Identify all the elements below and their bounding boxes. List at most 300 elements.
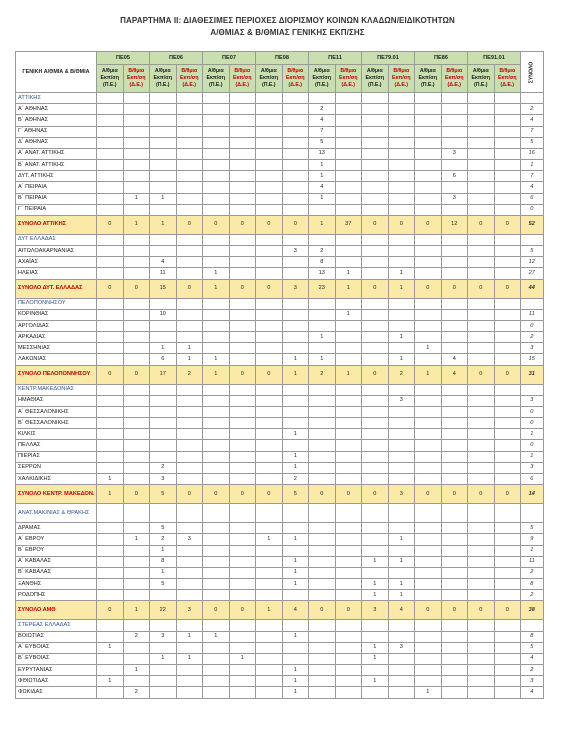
table-cell [362, 451, 389, 462]
table-cell: 13 [309, 268, 336, 279]
table-cell [203, 332, 230, 343]
subcolumn-primary-header: Α/θμια Εκπ/ση (Π.Ε.) [150, 65, 177, 93]
table-cell [203, 193, 230, 204]
table-cell [388, 126, 415, 137]
table-row [16, 354, 544, 365]
table-row [16, 204, 544, 215]
table-cell [468, 298, 495, 309]
table-cell [388, 204, 415, 215]
table-cell [362, 148, 389, 159]
table-cell [123, 332, 150, 343]
table-cell [176, 246, 203, 257]
row-label: Γ΄ ΠΕΙΡΑΙΑ [16, 204, 97, 215]
row-label: Δ΄ ΑΘΗΝΑΣ [16, 137, 97, 148]
table-cell: 0 [229, 279, 256, 298]
table-cell [335, 93, 362, 104]
table-cell [494, 309, 521, 320]
table-cell [229, 579, 256, 590]
table-cell [415, 384, 442, 395]
table-cell [415, 171, 442, 182]
table-cell [415, 556, 442, 567]
table-cell [362, 160, 389, 171]
table-cell: 1 [282, 665, 309, 676]
table-cell [494, 320, 521, 331]
table-cell [150, 642, 177, 653]
subcolumn-secondary-header: Β/θμια Εκπ/ση (Δ.Ε.) [229, 65, 256, 93]
table-cell [494, 246, 521, 257]
table-cell [494, 429, 521, 440]
table-cell [176, 473, 203, 484]
table-cell [362, 418, 389, 429]
table-cell [176, 579, 203, 590]
row-label: Β΄ ΕΒΡΟΥ [16, 545, 97, 556]
table-cell [388, 545, 415, 556]
table-cell [362, 665, 389, 676]
table-cell [468, 579, 495, 590]
table-cell [97, 451, 124, 462]
table-cell: 1 [362, 676, 389, 687]
table-cell [150, 126, 177, 137]
table-cell [150, 384, 177, 395]
table-cell [441, 665, 468, 676]
table-cell [123, 354, 150, 365]
table-cell: 0 [362, 279, 389, 298]
table-cell: 3 [388, 485, 415, 504]
table-cell [494, 332, 521, 343]
table-cell [203, 104, 230, 115]
table-cell [494, 234, 521, 245]
table-cell [335, 473, 362, 484]
table-cell [176, 171, 203, 182]
table-cell: 0 [494, 601, 521, 620]
table-cell [203, 653, 230, 664]
table-cell: 1 [388, 579, 415, 590]
table-cell [309, 687, 336, 698]
table-cell [335, 556, 362, 567]
table-cell [150, 104, 177, 115]
table-cell [150, 395, 177, 406]
table-cell [309, 418, 336, 429]
table-cell [441, 534, 468, 545]
table-cell: 1 [256, 601, 283, 620]
table-cell [309, 665, 336, 676]
table-cell [415, 523, 442, 534]
row-total: 2 [521, 332, 544, 343]
table-cell [229, 631, 256, 642]
region-row [16, 298, 544, 309]
table-cell [150, 137, 177, 148]
table-cell: 1 [309, 171, 336, 182]
table-cell: 3 [150, 473, 177, 484]
table-cell [282, 268, 309, 279]
table-cell [441, 590, 468, 601]
table-cell [256, 193, 283, 204]
table-cell [203, 246, 230, 257]
table-cell [468, 332, 495, 343]
row-total: 14 [521, 485, 544, 504]
table-cell [203, 523, 230, 534]
table-cell [97, 406, 124, 417]
subcolumn-primary-header: Α/θμια Εκπ/ση (Π.Ε.) [362, 65, 389, 93]
table-cell [256, 257, 283, 268]
table-cell [176, 137, 203, 148]
table-cell: 2 [309, 246, 336, 257]
total-column-header [521, 52, 544, 93]
table-cell [176, 523, 203, 534]
table-cell [123, 298, 150, 309]
table-cell [388, 257, 415, 268]
table-cell: 0 [415, 215, 442, 234]
table-cell: 0 [256, 279, 283, 298]
table-cell [282, 642, 309, 653]
table-row [16, 126, 544, 137]
table-cell [441, 523, 468, 534]
table-cell [282, 653, 309, 664]
table-row [16, 104, 544, 115]
table-cell [468, 534, 495, 545]
table-cell: 0 [494, 485, 521, 504]
row-total [521, 234, 544, 245]
table-cell [309, 653, 336, 664]
table-cell [441, 204, 468, 215]
table-cell: 1 [388, 332, 415, 343]
table-cell [229, 504, 256, 523]
table-cell [229, 567, 256, 578]
table-cell [256, 268, 283, 279]
row-total: 4 [521, 115, 544, 126]
table-cell [362, 204, 389, 215]
table-cell [441, 676, 468, 687]
table-row [16, 429, 544, 440]
subcolumn-primary-header: Α/θμια Εκπ/ση (Π.Ε.) [97, 65, 124, 93]
table-cell [415, 93, 442, 104]
table-cell [335, 395, 362, 406]
table-cell [441, 160, 468, 171]
table-cell [97, 182, 124, 193]
table-cell [256, 504, 283, 523]
table-cell [97, 115, 124, 126]
table-cell [282, 193, 309, 204]
table-cell [203, 620, 230, 631]
subcolumn-primary-header: Α/θμια Εκπ/ση (Π.Ε.) [203, 65, 230, 93]
table-cell: 3 [282, 246, 309, 257]
table-cell: 4 [309, 115, 336, 126]
table-cell: 0 [309, 485, 336, 504]
table-cell [468, 473, 495, 484]
table-cell [150, 320, 177, 331]
table-cell [388, 298, 415, 309]
table-cell [415, 545, 442, 556]
table-cell [309, 642, 336, 653]
table-row [16, 193, 544, 204]
table-cell [388, 665, 415, 676]
table-cell [229, 309, 256, 320]
table-cell [282, 590, 309, 601]
row-label: Β΄ ΘΕΣΣΑΛΟΝΙΚΗΣ [16, 418, 97, 429]
row-label: Β΄ ΑΘΗΝΑΣ [16, 115, 97, 126]
table-cell [203, 687, 230, 698]
table-cell [123, 451, 150, 462]
table-cell [335, 534, 362, 545]
table-cell [441, 631, 468, 642]
group-header: ΠΕ79.01 [362, 52, 415, 65]
table-cell [203, 473, 230, 484]
table-cell: 1 [150, 653, 177, 664]
table-row [16, 440, 544, 451]
table-cell [494, 115, 521, 126]
table-cell [97, 653, 124, 664]
table-cell [415, 429, 442, 440]
subtotal-row [16, 601, 544, 620]
row-label: Α΄ ΕΥΒΟΙΑΣ [16, 642, 97, 653]
table-cell [229, 523, 256, 534]
table-cell [256, 354, 283, 365]
table-cell [123, 642, 150, 653]
table-cell [150, 451, 177, 462]
table-cell [229, 676, 256, 687]
table-cell [176, 567, 203, 578]
table-cell [176, 93, 203, 104]
group-header: ΠΕ86 [415, 52, 468, 65]
table-cell [123, 523, 150, 534]
table-cell [468, 418, 495, 429]
table-cell: 0 [468, 279, 495, 298]
table-cell [335, 590, 362, 601]
table-cell [309, 620, 336, 631]
table-cell [494, 631, 521, 642]
table-cell: 2 [123, 687, 150, 698]
table-cell [468, 440, 495, 451]
table-cell [97, 620, 124, 631]
table-cell [388, 193, 415, 204]
table-cell [282, 620, 309, 631]
table-cell: 5 [150, 485, 177, 504]
row-total: 0 [521, 204, 544, 215]
row-total: 4 [521, 182, 544, 193]
row-label: ΗΛΕΙΑΣ [16, 268, 97, 279]
table-cell [494, 545, 521, 556]
table-cell [441, 126, 468, 137]
table-cell: 6 [441, 171, 468, 182]
table-cell [97, 579, 124, 590]
table-cell [123, 395, 150, 406]
table-cell [203, 418, 230, 429]
document-title: ΠΑΡΑΡΤΗΜΑ ΙΙ: ΔΙΑΘΕΣΙΜΕΣ ΠΕΡΙΟΧΕΣ ΔΙΟΡΙΣΜΟΥ ΚΟΙΝΩΝ ΚΛΑΔΩΝ/ΕΙΔΙΚΟΤΗΤΩΝ [120, 16, 455, 25]
table-cell: 1 [335, 365, 362, 384]
table-cell [176, 556, 203, 567]
table-cell [256, 298, 283, 309]
table-cell: 1 [335, 268, 362, 279]
table-cell: 1 [282, 687, 309, 698]
row-total: 6 [521, 473, 544, 484]
table-cell [282, 160, 309, 171]
table-cell [388, 309, 415, 320]
table-cell [282, 126, 309, 137]
row-label: ΠΕΛΛΑΣ [16, 440, 97, 451]
table-cell [441, 384, 468, 395]
table-cell [441, 115, 468, 126]
table-cell [203, 395, 230, 406]
table-cell [468, 395, 495, 406]
table-cell [282, 418, 309, 429]
table-cell [388, 451, 415, 462]
table-cell [203, 93, 230, 104]
table-cell [123, 182, 150, 193]
table-cell [441, 418, 468, 429]
table-cell [494, 462, 521, 473]
table-cell [256, 320, 283, 331]
table-cell [335, 545, 362, 556]
table-cell [441, 234, 468, 245]
table-row [16, 257, 544, 268]
row-total [521, 93, 544, 104]
table-cell [176, 451, 203, 462]
table-cell [282, 320, 309, 331]
subtotal-row [16, 365, 544, 384]
table-cell [415, 268, 442, 279]
table-cell: 7 [309, 126, 336, 137]
table-cell [494, 620, 521, 631]
table-cell: 1 [415, 365, 442, 384]
table-cell [309, 523, 336, 534]
table-cell [441, 451, 468, 462]
table-cell [468, 104, 495, 115]
table-cell [282, 332, 309, 343]
table-cell: 12 [441, 215, 468, 234]
table-cell [176, 676, 203, 687]
table-cell [494, 653, 521, 664]
row-total: 5 [521, 246, 544, 257]
table-cell [494, 406, 521, 417]
table-cell [415, 418, 442, 429]
table-cell: 8 [150, 556, 177, 567]
table-cell [229, 298, 256, 309]
table-cell [229, 93, 256, 104]
table-cell [229, 332, 256, 343]
table-cell [388, 631, 415, 642]
table-cell [256, 171, 283, 182]
table-cell: 1 [123, 534, 150, 545]
table-cell [256, 309, 283, 320]
table-cell [123, 148, 150, 159]
table-cell [468, 257, 495, 268]
table-cell [176, 204, 203, 215]
table-cell [97, 320, 124, 331]
row-total: 52 [521, 215, 544, 234]
row-label: ΜΕΣΣΗΝΙΑΣ [16, 343, 97, 354]
table-cell: 1 [415, 687, 442, 698]
table-cell [123, 473, 150, 484]
table-cell [203, 406, 230, 417]
table-cell [468, 642, 495, 653]
table-cell [229, 384, 256, 395]
table-cell [97, 171, 124, 182]
table-cell [388, 473, 415, 484]
table-cell [441, 268, 468, 279]
table-cell: 0 [362, 215, 389, 234]
table-cell [229, 160, 256, 171]
table-cell: 0 [97, 215, 124, 234]
table-cell [309, 309, 336, 320]
table-cell: 2 [282, 473, 309, 484]
table-cell [494, 567, 521, 578]
table-cell [494, 579, 521, 590]
table-cell [176, 504, 203, 523]
table-cell [335, 687, 362, 698]
row-total: 2 [521, 590, 544, 601]
table-cell: 1 [123, 193, 150, 204]
table-cell [176, 160, 203, 171]
table-cell [256, 406, 283, 417]
row-label: ΦΩΚΙΔΑΣ [16, 687, 97, 698]
table-cell [468, 115, 495, 126]
table-cell [176, 395, 203, 406]
table-cell [441, 332, 468, 343]
table-cell [256, 246, 283, 257]
table-cell: 1 [203, 354, 230, 365]
table-cell [441, 137, 468, 148]
table-cell: 1 [335, 309, 362, 320]
row-label: ΣΥΝΟΛΟ ΑΜΘ [16, 601, 97, 620]
table-cell [229, 687, 256, 698]
table-cell [150, 171, 177, 182]
table-cell [229, 429, 256, 440]
table-cell [203, 384, 230, 395]
table-cell [150, 440, 177, 451]
row-label: Β΄ ΕΥΒΟΙΑΣ [16, 653, 97, 664]
table-cell [388, 462, 415, 473]
document-subtitle: Α/ΘΜΙΑΣ & Β/ΘΜΙΑΣ ΓΕΝΙΚΗΣ ΕΚΠ/ΣΗΣ [210, 28, 365, 37]
table-cell [256, 590, 283, 601]
table-cell [282, 182, 309, 193]
table-cell [388, 418, 415, 429]
table-cell [123, 234, 150, 245]
table-cell [309, 406, 336, 417]
row-label: ΚΟΡΙΝΘΙΑΣ [16, 309, 97, 320]
table-cell [309, 343, 336, 354]
table-cell [282, 523, 309, 534]
table-cell [362, 137, 389, 148]
table-cell [441, 473, 468, 484]
table-cell: 1 [309, 160, 336, 171]
table-cell [309, 320, 336, 331]
table-cell: 1 [97, 642, 124, 653]
row-total: 27 [521, 268, 544, 279]
table-cell [441, 343, 468, 354]
table-cell [123, 653, 150, 664]
table-cell [97, 204, 124, 215]
table-cell: 4 [441, 354, 468, 365]
table-cell [335, 332, 362, 343]
table-cell [415, 395, 442, 406]
row-label: Γ΄ ΑΘΗΝΑΣ [16, 126, 97, 137]
table-cell: 0 [256, 485, 283, 504]
table-cell: 0 [415, 279, 442, 298]
table-cell [256, 104, 283, 115]
table-cell: 1 [282, 451, 309, 462]
table-cell [494, 395, 521, 406]
table-cell [415, 665, 442, 676]
table-cell [203, 451, 230, 462]
table-cell [335, 418, 362, 429]
table-cell [229, 462, 256, 473]
table-cell [309, 631, 336, 642]
table-cell [468, 687, 495, 698]
table-cell [362, 504, 389, 523]
table-cell [256, 462, 283, 473]
table-cell: 0 [97, 279, 124, 298]
table-cell: 1 [203, 631, 230, 642]
